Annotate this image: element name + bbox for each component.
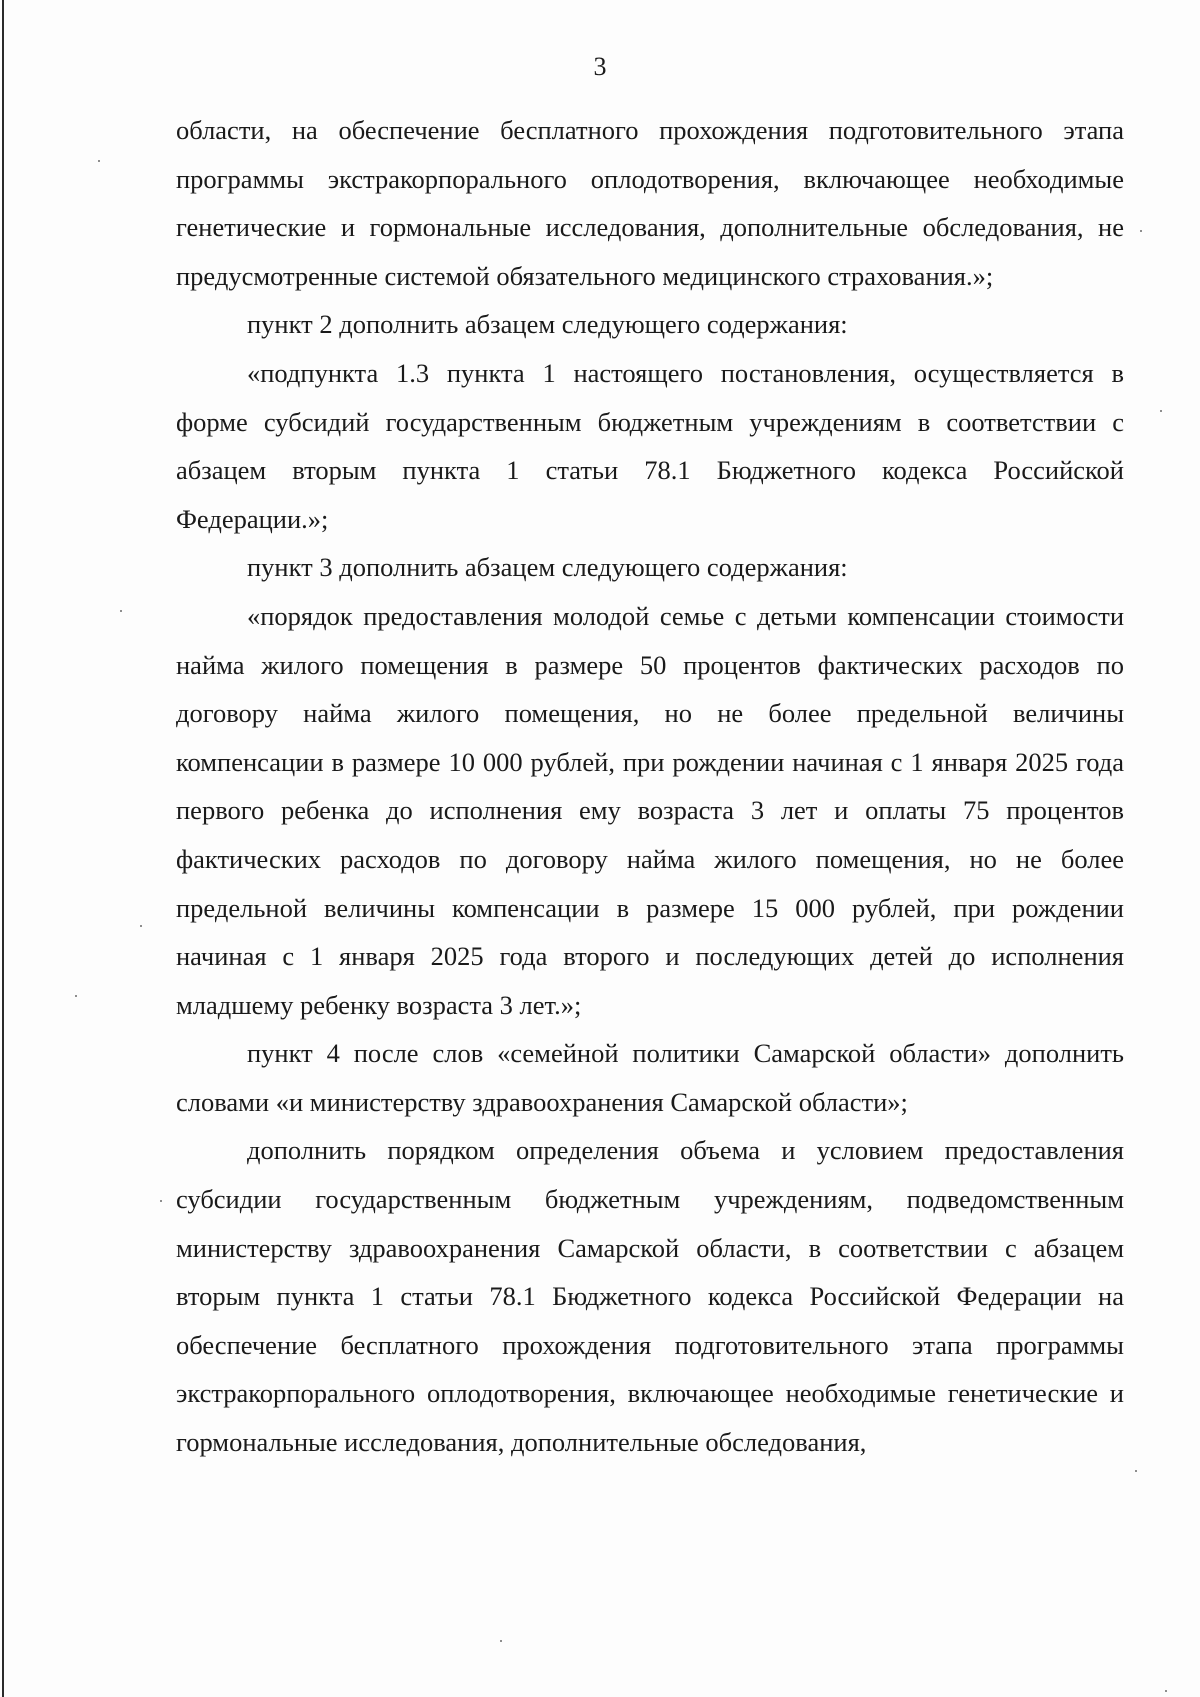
page-edge-shadow [2, 0, 4, 1697]
paragraph-2: пункт 2 дополнить абзацем следующего содержания: [247, 309, 848, 340]
paragraph-1: области, на обеспечение бесплатного прохождения подготовительного этапа программы экстракорпорального оплодотворения, включающее необходимые генетические и гормональные исследования, дополнительные обследования, не предусмотренные системой обязательного медицинского страхования.»; [176, 115, 1124, 291]
paragraph-4: пункт 3 дополнить абзацем следующего содержания: [247, 552, 848, 583]
scan-speck [120, 610, 122, 612]
scan-speck [1140, 230, 1142, 232]
paragraph-7: дополнить порядком определения объема и условием предоставления субсидии государственным бюджетным учреждениям, подведомственным министерству здравоохранения Самарской области, в соответствии с абзацем вторым пункта 1 статьи 78.1 Бюджетного кодекса Российской Федерации на обеспечение бесплатного прохождения подготовительного этапа программы экстракорпорального оплодотворения, включающее необходимые генетические и гормональные исследования, дополнительные обследования, [176, 1135, 1124, 1458]
paragraph-5: «порядок предоставления молодой семье с детьми компенсации стоимости найма жилого помещения в размере 50 процентов фактических расходов по договору найма жилого помещения, но не более предельной величины компенсации в размере 10 000 рублей, при рождении начиная с 1 января 2025 года первого ребенка до исполнения ему возраста 3 лет и оплаты 75 процентов фактических расходов по договору найма жилого помещения, но не более предельной величины компенсации в размере 15 000 рублей, при рождении начиная с 1 января 2025 года второго и последующих детей до исполнения младшему ребенку возраста 3 лет.»; [176, 600, 1124, 1020]
scan-speck [500, 1640, 502, 1642]
paragraph-6: пункт 4 после слов «семейной политики Самарской области» дополнить словами «и министерству здравоохранения Самарской области»; [176, 1038, 1124, 1117]
scan-speck [1165, 1690, 1167, 1692]
scan-speck [98, 160, 100, 162]
page-number: 3 [593, 52, 607, 81]
document-body [176, 106, 1124, 1467]
scan-speck [160, 1200, 162, 1202]
scan-speck [1135, 1470, 1137, 1472]
scan-speck [1160, 410, 1162, 412]
scan-speck [75, 995, 77, 997]
scan-speck [140, 925, 142, 927]
paragraph-3: «подпункта 1.3 пункта 1 настоящего постановления, осуществляется в форме субсидий государственным бюджетным учреждениям в соответствии с абзацем вторым пункта 1 статьи 78.1 Бюджетного кодекса Российской Федерации.»; [176, 357, 1124, 534]
